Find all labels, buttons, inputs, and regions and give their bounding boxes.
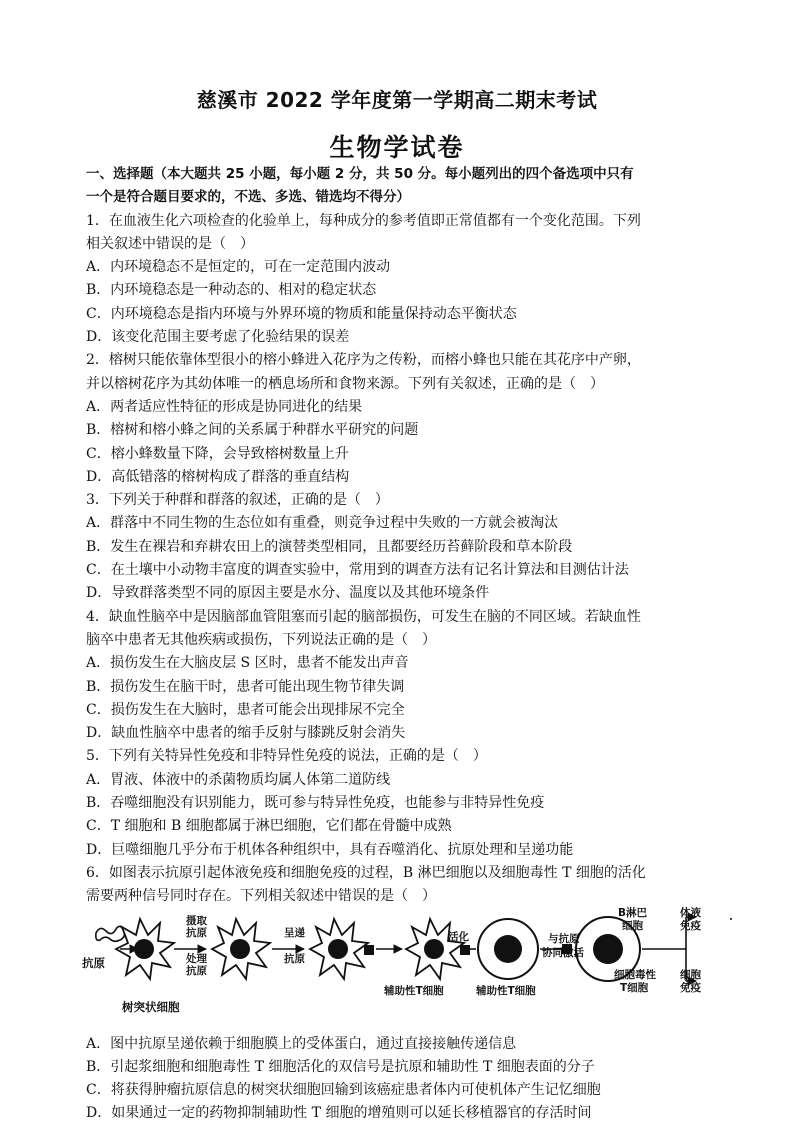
option-b: B．内环境稳态是一种动态的、相对的稳定状态 [86,282,377,299]
question-6 [82,862,726,1126]
label-with-antigen-2: 协同激活 [542,946,584,959]
label-with-antigen-1: 与抗原 [548,932,580,945]
option-c: C．在土壤中小动物丰富度的调查实验中，常用到的调查方法有记名计算法和目测估计法 [86,562,629,579]
option-c: C．T 细胞和 B 细胞都属于淋巴细胞，它们都在骨髓中成熟 [86,818,452,835]
option-b: B．榕树和榕小蜂之间的关系属于种群水平研究的问题 [86,422,419,439]
dendritic-cell-icon [212,919,270,979]
helper-t-cell-icon [478,919,538,979]
question-1 [86,210,726,350]
label-dendritic-cell: 树突状细胞 [122,999,180,1014]
option-a: A．群落中不同生物的生态位如有重叠，则竞争过程中失败的一方就会被淘汰 [86,515,559,532]
question-stem: 4．缺血性脑卒中是因脑部血管阻塞而引起的脑部损伤，可发生在脑的不同区域。若缺血性 [86,608,641,625]
option-b: B．吞噬细胞没有识别能力，既可参与特异性免疫，也能参与非特异性免疫 [86,795,545,812]
option-a: A．内环境稳态不是恒定的，可在一定范围内波动 [86,259,391,276]
immune-process-figure [82,906,726,1033]
option-c: C．损伤发生在大脑时，患者可能会出现排尿不完全 [86,701,405,718]
section-heading: 一、选择题（本大题共 25 小题，每小题 2 分，共 50 分。每小题列出的四个备选项中只有 [86,166,634,182]
question-stem: 并以榕树花序为其幼体唯一的栖息场所和食物来源。下列有关叙述，正确的是（ ） [86,375,604,392]
question-stem: 2．榕树只能依靠体型很小的榕小蜂进入花序为之传粉，而榕小蜂也只能在其花序中产卵， [86,352,641,369]
label-antigen: 抗原 [82,955,105,970]
question-2 [86,349,726,489]
option-d: D．巨噬细胞几乎分布于机体各种组织中，具有吞噬消化、抗原处理和呈递功能 [86,841,574,858]
label-cellular-2: 免疫 [680,981,701,994]
option-d: D．导致群落类型不同的原因主要是水分、温度以及其他环境条件 [86,585,490,602]
label-helper-t-2: 辅助性T细胞 [476,984,536,997]
section-heading-cont: 一个是符合题目要求的，不选、多选、错选均不得分） [86,189,410,206]
question-4 [86,606,726,746]
option-b: B．引起浆细胞和细胞毒性 T 细胞活化的双信号是抗原和辅助性 T 细胞表面的分子 [86,1058,595,1075]
label-ctl-1: 细胞毒性 [614,968,656,981]
label-helper-t-1: 辅助性T细胞 [384,984,444,997]
dendritic-cell-icon [310,919,374,979]
label-ctl-2: T细胞 [620,981,649,994]
option-d: D．如果通过一定的药物抑制辅助性 T 细胞的增殖则可以延长移植器官的存活时间 [86,1105,592,1122]
exam-title: 慈溪市 2022 学年度第一学期高二期末考试 [196,88,598,112]
question-stem: 6．如图表示抗原引起体液免疫和细胞免疫的过程，B 淋巴细胞以及细胞毒性 T 细胞的活化 [86,864,646,881]
option-d: D．该变化范围主要考虑了化验结果的误差 [86,329,350,346]
option-a: A．图中抗原呈递依赖于细胞膜上的受体蛋白，通过直接接触传递信息 [86,1035,517,1052]
label-present-2: 抗原 [284,952,305,965]
label-humoral-1: 体液 [680,906,701,919]
question-stem: 需要两种信号同时存在。下列相关叙述中错误的是（ ） [86,888,436,905]
question-stem: 3．下列关于种群和群落的叙述，正确的是（ ） [86,492,389,509]
option-d: D．高低错落的榕树构成了群落的垂直结构 [86,468,350,485]
option-b: B．发生在裸岩和弃耕农田上的演替类型相同，且都要经历苔藓阶段和草本阶段 [86,538,573,555]
option-b: B．损伤发生在脑干时，患者可能出现生物节律失调 [86,678,405,695]
exam-subtitle: 生物学试卷 [329,133,465,162]
label-cellular-1: 细胞 [680,968,701,981]
label-process-1: 处理 [186,952,207,965]
dendritic-cell-icon [406,919,470,979]
option-a: A．两者适应性特征的形成是协同进化的结果 [86,398,363,415]
option-c: C．榕小蜂数量下降，会导致榕树数量上升 [86,445,349,462]
option-a: A．胃液、体液中的杀菌物质均属人体第二道防线 [86,771,391,788]
label-activate: 活化 [448,930,469,943]
label-process-2: 抗原 [186,964,207,977]
label-b-cell-2: 细胞 [622,919,643,932]
label-humoral-2: 免疫 [680,919,701,932]
exam-body [82,163,726,1126]
label-b-cell-1: B淋巴 [618,906,648,919]
label-uptake-2: 抗原 [186,926,207,939]
label-present-1: 呈递 [284,926,305,939]
question-stem: 5．下列有关特异性免疫和非特异性免疫的说法，正确的是（ ） [86,748,487,765]
option-c: C．内环境稳态是指内环境与外界环境的物质和能量保持动态平衡状态 [86,305,517,322]
question-stem: 脑卒中患者无其他疾病或损伤，下列说法正确的是（ ） [86,631,436,648]
question-stem: 相关叙述中错误的是（ ） [86,235,254,252]
label-uptake-1: 摄取 [186,914,207,927]
option-c: C．将获得肿瘤抗原信息的树突状细胞回输到该癌症患者体内可使机体产生记忆细胞 [86,1082,601,1099]
question-3 [86,489,726,605]
option-a: A．损伤发生在大脑皮层 S 区时，患者不能发出声音 [86,655,409,672]
question-stem: 1．在血液生化六项检查的化验单上，每种成分的参考值即正常值都有一个变化范围。下列 [86,212,641,229]
option-d: D．缺血性脑卒中患者的缩手反射与膝跳反射会消失 [86,725,406,742]
antigen-icon [96,926,125,941]
question-5 [86,745,726,861]
